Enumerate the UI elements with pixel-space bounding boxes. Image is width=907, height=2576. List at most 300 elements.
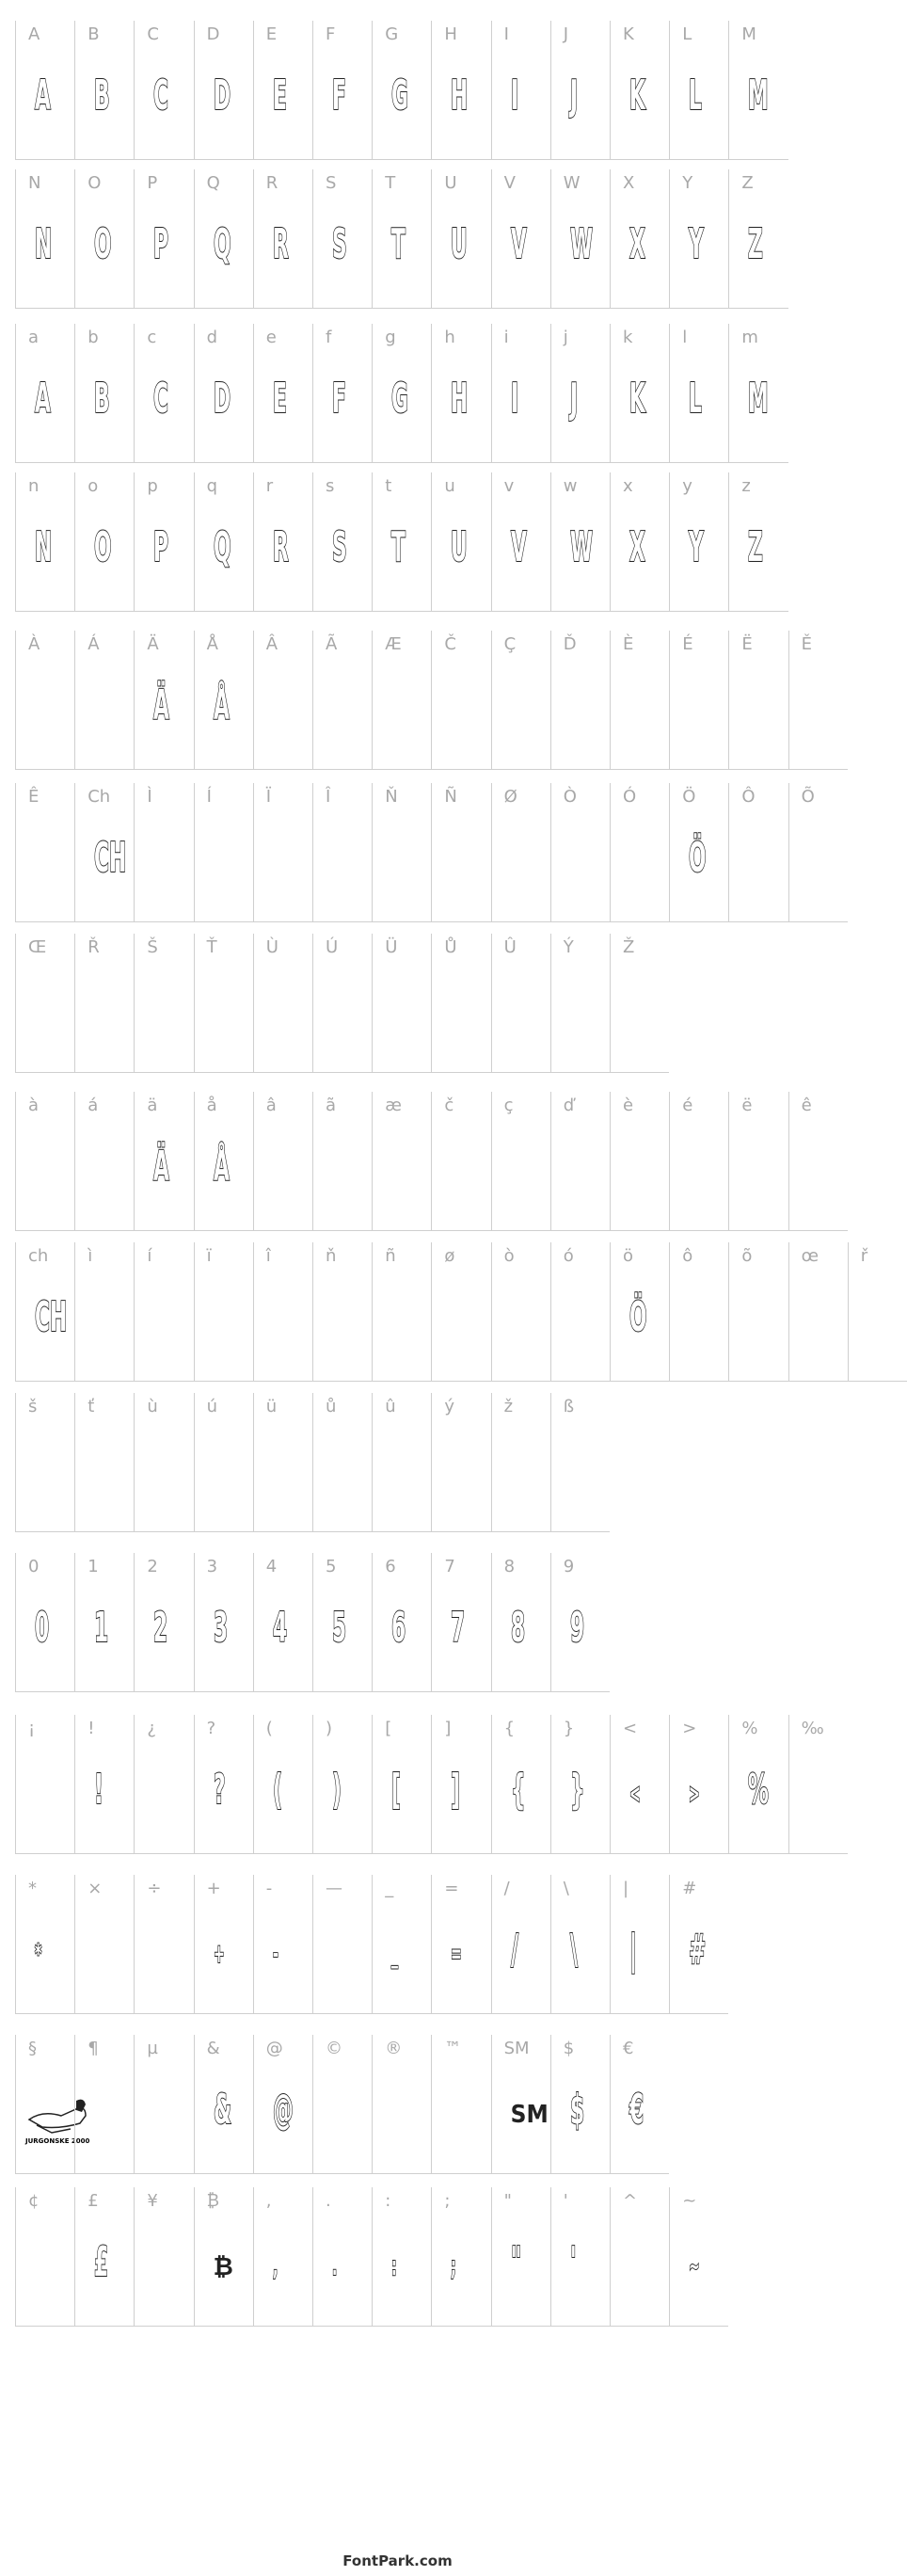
glyph-cell [312, 1715, 372, 1854]
glyph-label: ñ [385, 1246, 396, 1266]
glyph-row [15, 1875, 787, 2024]
glyph-label: i [503, 328, 509, 347]
glyph-label: = [444, 1879, 459, 1898]
glyph-cell [312, 1242, 372, 1382]
glyph-cell [431, 2187, 490, 2327]
glyph-cell [74, 169, 134, 309]
glyph-cell [15, 934, 74, 1073]
glyph-cell [134, 2187, 193, 2327]
glyph-sample: # [689, 1926, 707, 1974]
glyph-cell [788, 1715, 848, 1854]
glyph-label: A [28, 24, 40, 44]
glyph-cell [669, 1242, 728, 1382]
glyph-cell [194, 169, 253, 309]
glyph-cell [74, 1875, 134, 2014]
glyph-sample: | [629, 1926, 637, 1974]
glyph-sample: U [451, 220, 469, 268]
glyph-cell [134, 1875, 193, 2014]
glyph-cell [372, 21, 431, 160]
glyph-sample: W [569, 523, 593, 571]
glyph-sample: ; [451, 2250, 456, 2281]
glyph-cell [610, 2035, 669, 2174]
glyph-label: m [741, 328, 758, 347]
glyph-sample: , [272, 2250, 278, 2281]
glyph-sample: K [629, 72, 645, 120]
glyph-cell [431, 934, 490, 1073]
glyph-sample: 0 [35, 1604, 50, 1652]
glyph-sample: R [272, 220, 289, 268]
glyph-cell [312, 2187, 372, 2327]
glyph-label: / [503, 1879, 510, 1898]
glyph-cell [431, 21, 490, 160]
glyph-cell [550, 2187, 610, 2327]
glyph-sample: 4 [272, 1604, 287, 1652]
glyph-label: v [503, 476, 515, 496]
glyph-cell [550, 472, 610, 612]
glyph-sample: 9 [569, 1604, 584, 1652]
glyph-label: Å [206, 634, 218, 654]
glyph-cell [15, 1092, 74, 1231]
glyph-cell [15, 1715, 74, 1854]
glyph-label: î [265, 1246, 271, 1266]
glyph-cell [491, 783, 550, 922]
glyph-label: ž [503, 1397, 514, 1416]
glyph-label: " [503, 2191, 512, 2211]
glyph-cell [491, 631, 550, 770]
glyph-label: Û [503, 937, 517, 957]
glyph-cell [372, 1242, 431, 1382]
glyph-cell [550, 1715, 610, 1854]
glyph-sample: ( [272, 1766, 282, 1814]
glyph-cell [194, 934, 253, 1073]
glyph-label: L [682, 24, 692, 44]
glyph-label: $ [563, 2039, 575, 2058]
glyph-cell [134, 472, 193, 612]
glyph-label: q [206, 476, 218, 496]
glyph-sample: 5 [332, 1604, 347, 1652]
glyph-sample: 6 [391, 1604, 406, 1652]
glyph-cell [134, 1393, 193, 1532]
glyph-label: j [563, 328, 568, 347]
glyph-cell [669, 21, 728, 160]
glyph-label: Z [741, 173, 754, 193]
glyph-cell [194, 324, 253, 463]
glyph-sample: - [272, 1938, 278, 1969]
glyph-label: Ö [682, 787, 696, 807]
glyph-cell [491, 1092, 550, 1231]
glyph-cell [491, 2035, 550, 2174]
glyph-label: @ [265, 2039, 283, 2058]
glyph-cell [372, 169, 431, 309]
glyph-row [15, 169, 787, 318]
glyph-cell [431, 1242, 490, 1382]
glyph-cell [194, 1715, 253, 1854]
glyph-sample: V [510, 523, 527, 571]
glyph-cell [728, 1715, 788, 1854]
glyph-sample: B [94, 375, 110, 423]
glyph-cell [491, 1242, 550, 1382]
glyph-sample: SM [510, 2101, 549, 2129]
glyph-cell [15, 21, 74, 160]
glyph-sample: " [510, 2238, 521, 2286]
glyph-cell [74, 934, 134, 1073]
glyph-cell [372, 1393, 431, 1532]
glyph-label: Ř [88, 937, 100, 957]
glyph-label: + [206, 1879, 221, 1898]
glyph-sample: O [94, 523, 112, 571]
glyph-label: á [88, 1096, 99, 1115]
glyph-cell [15, 2035, 90, 2174]
glyph-label: Ó [623, 787, 637, 807]
glyph-cell [253, 934, 312, 1073]
glyph-cell [788, 783, 848, 922]
glyph-sample: * [35, 1938, 42, 1969]
glyph-label: # [682, 1879, 697, 1898]
glyph-cell [134, 1715, 193, 1854]
glyph-label: Ñ [444, 787, 457, 807]
glyph-label: Á [88, 634, 100, 654]
glyph-cell [550, 1393, 610, 1532]
glyph-label: ú [206, 1397, 218, 1416]
glyph-sample: L [689, 375, 703, 423]
glyph-label: a [28, 328, 40, 347]
glyph-cell [253, 1553, 312, 1692]
glyph-cell [669, 1875, 728, 2014]
glyph-sample: L [689, 72, 703, 120]
glyph-cell [728, 783, 788, 922]
glyph-cell [253, 472, 312, 612]
glyph-label: š [28, 1397, 38, 1416]
glyph-row [15, 324, 787, 472]
glyph-label: õ [741, 1246, 753, 1266]
glyph-cell [312, 472, 372, 612]
glyph-cell [550, 934, 610, 1073]
glyph-cell [372, 631, 431, 770]
glyph-sample: Q [213, 523, 231, 571]
glyph-label: ï [206, 1246, 212, 1266]
glyph-cell [15, 1393, 74, 1532]
glyph-sample: K [629, 375, 645, 423]
glyph-cell [372, 1092, 431, 1231]
glyph-label: ë [741, 1096, 753, 1115]
glyph-cell [253, 2187, 312, 2327]
glyph-sample: J [569, 72, 578, 120]
glyph-sample: Z [748, 523, 764, 571]
glyph-sample: = [451, 1938, 463, 1969]
glyph-cell [312, 1393, 372, 1532]
glyph-sample: ! [94, 1766, 104, 1814]
glyph-sample: T [391, 523, 406, 571]
glyph-cell [194, 1092, 253, 1231]
glyph-cell [431, 169, 490, 309]
glyph-cell [15, 1553, 74, 1692]
glyph-cell [253, 1242, 312, 1382]
glyph-label: 0 [28, 1557, 40, 1576]
glyph-cell [610, 21, 669, 160]
glyph-label: ' [563, 2191, 568, 2211]
glyph-label: r [265, 476, 274, 496]
glyph-cell [134, 783, 193, 922]
glyph-label: , [265, 2191, 272, 2211]
glyph-cell [74, 2187, 134, 2327]
glyph-cell [788, 1242, 848, 1382]
glyph-label: ü [265, 1397, 278, 1416]
glyph-sample: / [510, 1926, 518, 1974]
glyph-sample: C [153, 72, 169, 120]
glyph-row [15, 783, 815, 932]
glyph-label: ! [88, 1719, 95, 1738]
glyph-label: œ [801, 1246, 819, 1266]
glyph-label: x [623, 476, 633, 496]
glyph-label: ň [326, 1246, 337, 1266]
glyph-sample: Å [213, 681, 230, 729]
glyph-label: Ň [385, 787, 398, 807]
glyph-cell [74, 324, 134, 463]
glyph-label: T [385, 173, 396, 193]
glyph-cell [372, 1715, 431, 1854]
glyph-cell [253, 324, 312, 463]
glyph-label: ô [682, 1246, 693, 1266]
glyph-cell [194, 1875, 253, 2014]
glyph-row [15, 21, 787, 169]
glyph-row [15, 2187, 787, 2336]
glyph-cell [431, 1553, 490, 1692]
glyph-row [15, 472, 787, 621]
glyph-label: ê [801, 1096, 812, 1115]
glyph-label: ¶ [88, 2039, 99, 2058]
glyph-sample: ~ [689, 2250, 700, 2281]
glyph-label: F [326, 24, 336, 44]
glyph-cell [491, 169, 550, 309]
glyph-label: € [623, 2039, 634, 2058]
glyph-label: ã [326, 1096, 337, 1115]
glyph-sample: W [569, 220, 593, 268]
glyph-cell [610, 1092, 669, 1231]
glyph-sample: ₿ [213, 2253, 233, 2281]
glyph-label: Ť [206, 937, 217, 957]
glyph-cell [194, 1242, 253, 1382]
glyph-cell [431, 783, 490, 922]
glyph-label: % [741, 1719, 758, 1738]
glyph-cell [15, 472, 74, 612]
glyph-sample: G [391, 72, 409, 120]
glyph-label: ç [503, 1096, 514, 1115]
glyph-label: ř [860, 1246, 868, 1266]
glyph-label: b [88, 328, 99, 347]
glyph-label: Ã [326, 634, 338, 654]
glyph-label: - [265, 1879, 273, 1898]
glyph-label: ^ [623, 2191, 638, 2211]
glyph-label: E [265, 24, 278, 44]
glyph-label: µ [147, 2039, 158, 2058]
glyph-sample: 2 [153, 1604, 168, 1652]
glyph-label: < [623, 1719, 638, 1738]
glyph-cell [669, 631, 728, 770]
glyph-label: J [563, 24, 569, 44]
glyph-label: © [326, 2039, 342, 2058]
glyph-cell [312, 324, 372, 463]
glyph-sample: ? [213, 1766, 226, 1814]
glyph-cell [610, 1875, 669, 2014]
glyph-sample: R [272, 523, 289, 571]
glyph-cell [610, 2187, 669, 2327]
glyph-label: X [623, 173, 635, 193]
glyph-cell [74, 472, 134, 612]
glyph-cell [669, 783, 728, 922]
glyph-label: Ú [326, 937, 339, 957]
glyph-label: I [503, 24, 509, 44]
glyph-label: Ô [741, 787, 756, 807]
glyph-sample: Ä [153, 1143, 170, 1191]
glyph-cell [194, 21, 253, 160]
glyph-label: ¥ [147, 2191, 158, 2211]
glyph-sample: CH [35, 1293, 68, 1341]
glyph-sample: _ [391, 1938, 399, 1969]
glyph-cell [491, 934, 550, 1073]
glyph-cell [372, 1875, 431, 2014]
glyph-cell [312, 631, 372, 770]
glyph-label: p [147, 476, 158, 496]
glyph-sample: Q [213, 220, 231, 268]
glyph-label: B [88, 24, 100, 44]
glyph-label: Â [265, 634, 278, 654]
glyph-cell [550, 631, 610, 770]
glyph-row [15, 934, 787, 1082]
glyph-cell [134, 934, 193, 1073]
glyph-label: è [623, 1096, 634, 1115]
glyph-cell [312, 21, 372, 160]
glyph-label: 9 [563, 1557, 575, 1576]
glyph-sample: @ [272, 2086, 294, 2134]
glyph-cell [15, 1875, 74, 2014]
glyph-cell [194, 783, 253, 922]
glyph-label: ) [326, 1719, 333, 1738]
glyph-sample: P [153, 523, 169, 571]
glyph-cell [550, 1242, 610, 1382]
glyph-label: Ä [147, 634, 159, 654]
glyph-label: } [563, 1719, 575, 1738]
glyph-cell [15, 169, 74, 309]
glyph-label: À [28, 634, 40, 654]
glyph-cell [431, 1875, 490, 2014]
logo-text: JURGONSKE 2000 [25, 2137, 90, 2145]
glyph-cell [312, 1875, 372, 2014]
glyph-sample: A [35, 72, 51, 120]
glyph-label: n [28, 476, 40, 496]
glyph-label: e [265, 328, 277, 347]
glyph-label: ß [563, 1397, 575, 1416]
glyph-cell [728, 1242, 788, 1382]
glyph-cell [491, 1715, 550, 1854]
glyph-cell [550, 783, 610, 922]
glyph-cell [372, 783, 431, 922]
glyph-label: 4 [265, 1557, 278, 1576]
glyph-sample: 3 [213, 1604, 228, 1652]
glyph-label: SM [503, 2039, 530, 2058]
glyph-label: ø [444, 1246, 455, 1266]
glyph-label: 7 [444, 1557, 455, 1576]
glyph-cell [669, 2187, 728, 2327]
glyph-cell [669, 1715, 728, 1854]
glyph-cell [491, 1393, 550, 1532]
glyph-label: Œ [28, 937, 47, 957]
glyph-label: ₿ [206, 2191, 219, 2211]
glyph-sample: 8 [510, 1604, 525, 1652]
glyph-sample: E [272, 72, 287, 120]
glyph-cell [610, 472, 669, 612]
glyph-cell [253, 783, 312, 922]
glyph-label: s [326, 476, 335, 496]
glyph-label: w [563, 476, 578, 496]
glyph-label: ‰ [801, 1719, 824, 1738]
glyph-cell [431, 1715, 490, 1854]
glyph-cell [312, 1553, 372, 1692]
glyph-label: ? [206, 1719, 216, 1738]
glyph-cell [728, 21, 788, 160]
glyph-label: ÷ [147, 1879, 162, 1898]
glyph-row [15, 1242, 868, 1391]
glyph-sample: Ö [689, 834, 707, 882]
glyph-label: Š [147, 937, 158, 957]
glyph-cell [134, 1553, 193, 1692]
glyph-sample: S [332, 220, 347, 268]
glyph-sample: S [332, 523, 347, 571]
glyph-label: ] [444, 1719, 452, 1738]
glyph-label: ¿ [147, 1719, 156, 1738]
glyph-sample: Ä [153, 681, 170, 729]
glyph-sample: 7 [451, 1604, 466, 1652]
glyph-label: G [385, 24, 399, 44]
glyph-sample: J [569, 375, 578, 423]
glyph-label: Í [206, 787, 212, 807]
glyph-row [15, 1715, 824, 1864]
glyph-label: Ü [385, 937, 398, 957]
glyph-cell [610, 1242, 669, 1382]
glyph-cell [431, 1092, 490, 1231]
footer-brand[interactable]: FontPark.com [342, 2552, 453, 2569]
glyph-sample: % [748, 1766, 770, 1814]
glyph-sample: H [451, 72, 469, 120]
glyph-cell [74, 783, 134, 922]
glyph-label: & [206, 2039, 220, 2058]
glyph-sample: I [510, 72, 518, 120]
glyph-cell [134, 631, 193, 770]
glyph-label: Ď [563, 634, 577, 654]
glyph-sample: £ [94, 2238, 109, 2286]
glyph-cell [253, 2035, 312, 2174]
glyph-label: ( [265, 1719, 273, 1738]
glyph-label: u [444, 476, 455, 496]
glyph-label: É [682, 634, 693, 654]
glyph-sample: B [94, 72, 110, 120]
glyph-row [15, 1393, 787, 1542]
glyph-label: 2 [147, 1557, 158, 1576]
glyph-sample: Z [748, 220, 764, 268]
glyph-label: k [623, 328, 633, 347]
glyph-label: å [206, 1096, 217, 1115]
glyph-label: ¡ [28, 1719, 36, 1738]
glyph-sample: > [689, 1778, 700, 1809]
glyph-sample: { [510, 1766, 526, 1814]
glyph-label: ù [147, 1397, 158, 1416]
glyph-label: Ï [265, 787, 272, 807]
glyph-cell [312, 934, 372, 1073]
glyph-label: N [28, 173, 41, 193]
glyph-label: ó [563, 1246, 574, 1266]
glyph-cell [550, 169, 610, 309]
glyph-cell [312, 1092, 372, 1231]
glyph-sample: N [35, 220, 53, 268]
